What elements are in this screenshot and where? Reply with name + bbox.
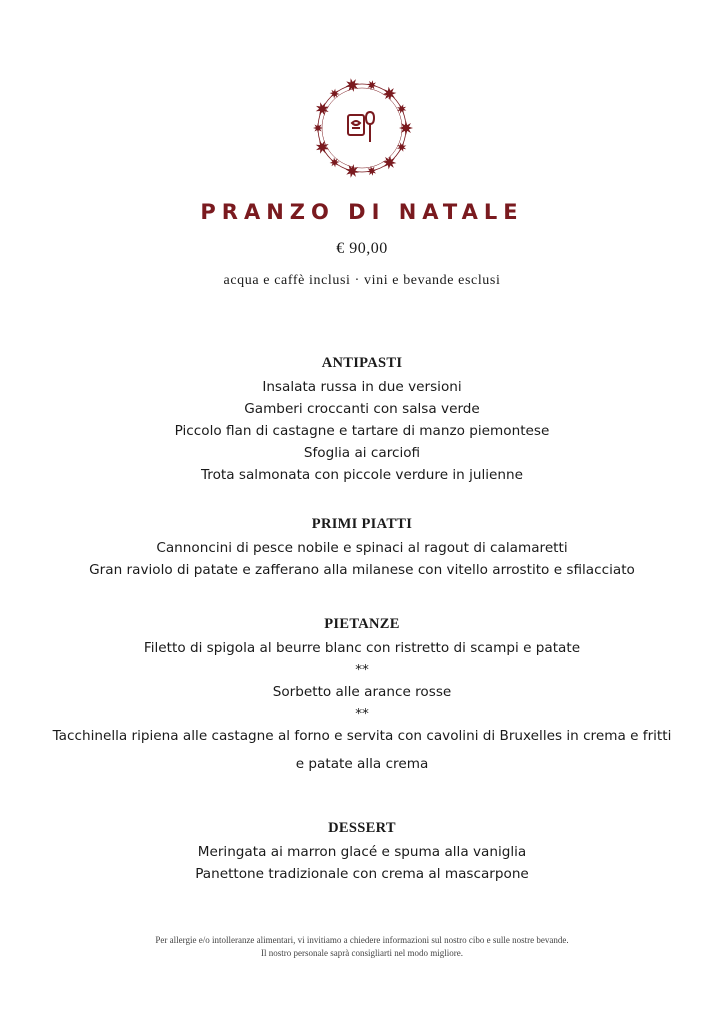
footer-line: Il nostro personale saprà consigliarti nel modo migliore. xyxy=(261,948,463,958)
menu-item: Trota salmonata con piccole verdure in julienne xyxy=(200,467,524,483)
allergy-footer xyxy=(0,934,724,960)
menu-item: Filetto di spigola al beurre blanc con ristretto di scampi e patate xyxy=(143,640,581,656)
section-heading: PIETANZE xyxy=(324,616,400,632)
footer-line: Per allergie e/o intolleranze alimentari, vi invitiamo a chiedere informazioni sul nostro cibo e sulle nostre bevande. xyxy=(155,935,569,945)
section-heading: PRIMI PIATTI xyxy=(311,516,413,532)
star-icon xyxy=(345,78,359,92)
menu-item: Panettone tradizionale con crema al mascarpone xyxy=(195,866,529,882)
wreath-logo-icon xyxy=(302,68,422,188)
menu-item: Meringata ai marron glacé e spuma alla vaniglia xyxy=(197,844,527,860)
menu-item: Tacchinella ripiena alle castagne al forno e servita con cavolini di Bruxelles in crema e fritti xyxy=(52,728,672,744)
section-dessert xyxy=(0,820,724,885)
monogram-icon xyxy=(348,112,374,142)
section-primi xyxy=(0,516,724,581)
menu-item: Sfoglia ai carciofi xyxy=(303,445,421,461)
star-icon xyxy=(345,164,359,178)
menu-item: Cannoncini di pesce nobile e spinaci al ragout di calamaretti xyxy=(156,540,568,556)
star-icon xyxy=(399,121,413,135)
section-heading: ANTIPASTI xyxy=(321,355,403,371)
menu-item: Sorbetto alle arance rosse xyxy=(272,684,452,700)
separator: ** xyxy=(355,662,369,678)
menu-item: e patate alla crema xyxy=(295,756,429,772)
price-note: acqua e caffè inclusi · vini e bevande esclusi xyxy=(223,273,501,288)
menu-item: Gamberi croccanti con salsa verde xyxy=(244,401,480,417)
star-icon xyxy=(313,123,323,133)
menu-item: Insalata russa in due versioni xyxy=(262,379,462,395)
star-icon xyxy=(397,142,406,151)
section-heading: DESSERT xyxy=(328,820,396,836)
menu-item: Piccolo flan di castagne e tartare di manzo piemontese xyxy=(174,423,550,439)
separator: ** xyxy=(355,706,369,722)
star-icon xyxy=(397,104,406,113)
section-pietanze xyxy=(0,616,724,775)
menu-item: Gran raviolo di patate e zafferano alla milanese con vitello arrostito e sfilacciato xyxy=(89,562,635,578)
page-title: PRANZO DI NATALE xyxy=(200,200,524,224)
menu-price: € 90,00 xyxy=(336,240,388,257)
section-antipasti xyxy=(0,355,724,486)
